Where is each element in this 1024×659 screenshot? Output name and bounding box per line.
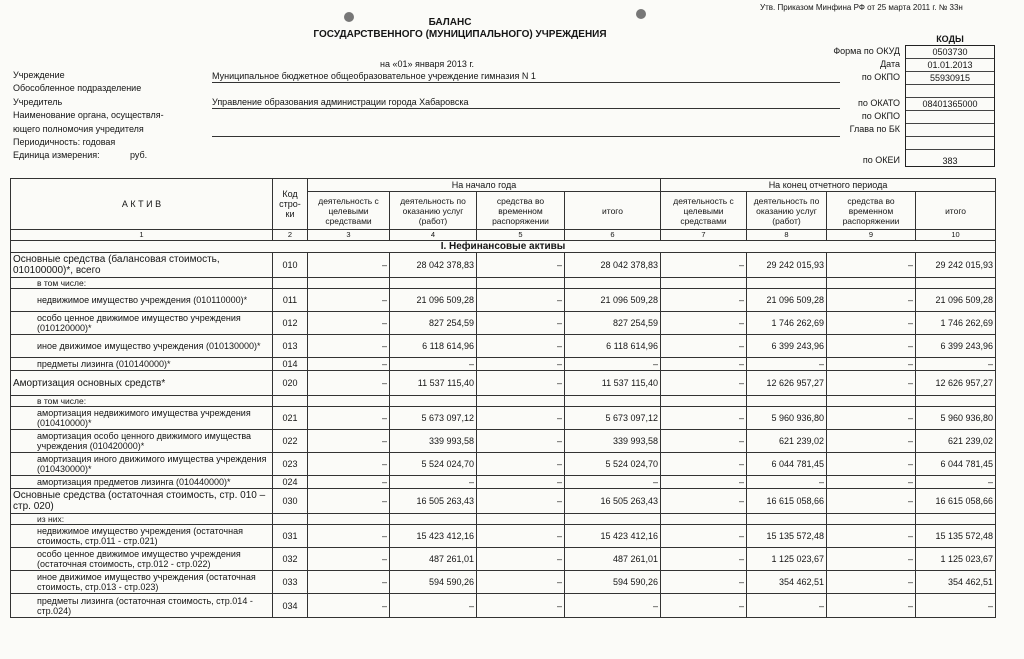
cell-value <box>747 278 827 289</box>
row-name: амортизация особо ценного движимого имущества учреждения (010420000)* <box>11 430 273 453</box>
row-name: особо ценное движимое имущество учреждения (остаточная стоимость, стр.012 - стр.022) <box>11 548 273 571</box>
report-date-line: на «01» января 2013 г. <box>380 59 475 69</box>
underline <box>212 108 840 109</box>
section-title: I. Нефинансовые активы <box>11 241 996 253</box>
row-name: иное движимое имущество учреждения (остаточная стоимость, стр.013 - стр.023) <box>11 571 273 594</box>
table-row <box>11 407 996 430</box>
cell-value: – <box>308 289 390 312</box>
cell-value: – <box>565 594 661 618</box>
cell-value: – <box>827 358 916 371</box>
column-header: средства во временном распоряжении <box>827 192 916 230</box>
cell-value: – <box>827 312 916 335</box>
cell-value: 12 626 957,27 <box>747 371 827 396</box>
cell-value <box>308 278 390 289</box>
cell-value: – <box>827 253 916 278</box>
authority-label-line2: ющего полномочия учредителя <box>13 124 144 134</box>
cell-value: – <box>827 476 916 489</box>
cell-value: 621 239,02 <box>747 430 827 453</box>
cell-value: – <box>827 371 916 396</box>
cell-value: – <box>661 312 747 335</box>
balance-table <box>10 178 996 618</box>
cell-value: – <box>661 289 747 312</box>
cell-value: – <box>827 453 916 476</box>
cell-value: – <box>827 335 916 358</box>
table-row <box>11 594 996 618</box>
cell-value: 16 505 263,43 <box>565 489 661 514</box>
cell-value: – <box>477 430 565 453</box>
cell-value <box>827 278 916 289</box>
cell-value <box>308 396 390 407</box>
cell-value: – <box>565 476 661 489</box>
column-header: деятельность по оказанию услуг (работ) <box>390 192 477 230</box>
row-code: 010 <box>273 253 308 278</box>
cell-value <box>390 278 477 289</box>
cell-value: 6 399 243,96 <box>747 335 827 358</box>
row-name: Амортизация основных средств* <box>11 371 273 396</box>
code-value <box>906 111 994 124</box>
row-code: 022 <box>273 430 308 453</box>
row-name: в том числе: <box>11 278 273 289</box>
row-code: 013 <box>273 335 308 358</box>
table-row <box>11 571 996 594</box>
document-subtitle: ГОСУДАРСТВЕННОГО (МУНИЦИПАЛЬНОГО) УЧРЕЖДЕНИЯ <box>313 29 607 40</box>
row-code <box>273 278 308 289</box>
cell-value: – <box>827 430 916 453</box>
cell-value: – <box>308 407 390 430</box>
row-code: 021 <box>273 407 308 430</box>
table-row <box>11 358 996 371</box>
cell-value: – <box>747 358 827 371</box>
cell-value: – <box>661 358 747 371</box>
row-name: особо ценное движимое имущество учреждения (010120000)* <box>11 312 273 335</box>
cell-value <box>827 396 916 407</box>
table-row <box>11 525 996 548</box>
row-name: амортизация недвижимого имущества учреждения (010410000)* <box>11 407 273 430</box>
cell-value: – <box>827 594 916 618</box>
cell-value: 12 626 957,27 <box>916 371 996 396</box>
cell-value: – <box>390 594 477 618</box>
row-code: 024 <box>273 476 308 489</box>
cell-value: 16 505 263,43 <box>390 489 477 514</box>
row-code <box>273 514 308 525</box>
row-code: 033 <box>273 571 308 594</box>
cell-value: – <box>308 489 390 514</box>
row-name: Основные средства (балансовая стоимость, 010100000)*, всего <box>11 253 273 278</box>
cell-value: 21 096 509,28 <box>747 289 827 312</box>
cell-value: 29 242 015,93 <box>747 253 827 278</box>
row-code: 030 <box>273 489 308 514</box>
cell-value: – <box>661 594 747 618</box>
cell-value: 5 960 936,80 <box>916 407 996 430</box>
cell-value: 21 096 509,28 <box>565 289 661 312</box>
cell-value: 5 673 097,12 <box>390 407 477 430</box>
cell-value: – <box>661 476 747 489</box>
founder-name: Управление образования администрации города Хабаровска <box>212 97 469 107</box>
cell-value: 11 537 115,40 <box>390 371 477 396</box>
founder-label: Учредитель <box>13 97 63 107</box>
cell-value: 28 042 378,83 <box>390 253 477 278</box>
cell-value: 1 746 262,69 <box>747 312 827 335</box>
cell-value: – <box>308 571 390 594</box>
cell-value <box>916 396 996 407</box>
cell-value <box>747 514 827 525</box>
cell-value: – <box>390 476 477 489</box>
cell-value: – <box>747 476 827 489</box>
cell-value: – <box>308 476 390 489</box>
table-row <box>11 430 996 453</box>
cell-value: – <box>827 289 916 312</box>
cell-value: – <box>308 312 390 335</box>
cell-value: 16 615 058,66 <box>916 489 996 514</box>
cell-value: 29 242 015,93 <box>916 253 996 278</box>
cell-value <box>565 278 661 289</box>
column-index: 4 <box>390 230 477 241</box>
column-index: 1 <box>11 230 273 241</box>
code-label: по ОКЕИ <box>862 155 900 165</box>
table-row <box>11 371 996 396</box>
cell-value: 21 096 509,28 <box>916 289 996 312</box>
cell-value <box>916 514 996 525</box>
code-label: по ОКПО <box>861 111 900 121</box>
code-label: Глава по БК <box>849 124 900 134</box>
cell-value: – <box>747 594 827 618</box>
cell-value: 6 044 781,45 <box>916 453 996 476</box>
cell-value <box>390 514 477 525</box>
document-title: БАЛАНС <box>428 17 472 28</box>
cell-value: 6 399 243,96 <box>916 335 996 358</box>
cell-value: 5 524 024,70 <box>390 453 477 476</box>
cell-value: – <box>477 253 565 278</box>
cell-value: 6 044 781,45 <box>747 453 827 476</box>
column-index: 10 <box>916 230 996 241</box>
cell-value: 339 993,58 <box>390 430 477 453</box>
code-label: по ОКПО <box>861 72 900 82</box>
cell-value: – <box>661 453 747 476</box>
table-row <box>11 289 996 312</box>
row-name: из них: <box>11 514 273 525</box>
cell-value: – <box>308 335 390 358</box>
row-name: предметы лизинга (010140000)* <box>11 358 273 371</box>
cell-value: 28 042 378,83 <box>565 253 661 278</box>
cell-value <box>477 396 565 407</box>
column-header: деятельность с целевыми средствами <box>661 192 747 230</box>
table-row <box>11 548 996 571</box>
cell-value: 339 993,58 <box>565 430 661 453</box>
row-name: иное движимое имущество учреждения (010130000)* <box>11 335 273 358</box>
cell-value: – <box>661 489 747 514</box>
code-label: Дата <box>880 59 900 69</box>
cell-value: – <box>661 407 747 430</box>
row-code: 011 <box>273 289 308 312</box>
cell-value: 1 125 023,67 <box>747 548 827 571</box>
institution-label: Учреждение <box>13 70 65 80</box>
start-of-year-header: На начало года <box>308 179 661 192</box>
code-value: 55930915 <box>906 72 994 85</box>
row-code-header: Код стро-ки <box>273 179 308 230</box>
cell-value: 354 462,51 <box>916 571 996 594</box>
cell-value <box>565 514 661 525</box>
row-name: недвижимое имущество учреждения (010110000)* <box>11 289 273 312</box>
cell-value: – <box>827 571 916 594</box>
cell-value: – <box>477 571 565 594</box>
cell-value: 6 118 614,96 <box>390 335 477 358</box>
cell-value: 354 462,51 <box>747 571 827 594</box>
subdivision-label: Обособленное подразделение <box>13 83 142 93</box>
cell-value <box>661 396 747 407</box>
cell-value: – <box>477 358 565 371</box>
cell-value: – <box>308 453 390 476</box>
cell-value: – <box>308 371 390 396</box>
cell-value <box>390 396 477 407</box>
codes-box <box>905 45 995 167</box>
cell-value: 1 125 023,67 <box>916 548 996 571</box>
table-row <box>11 514 996 525</box>
row-name: амортизация иного движимого имущества учреждения (010430000)* <box>11 453 273 476</box>
column-index: 7 <box>661 230 747 241</box>
table-row <box>11 453 996 476</box>
cell-value: – <box>661 525 747 548</box>
cell-value: – <box>661 430 747 453</box>
cell-value: 21 096 509,28 <box>390 289 477 312</box>
authority-label-line1: Наименование органа, осуществля- <box>13 110 164 120</box>
column-header: итого <box>916 192 996 230</box>
cell-value: – <box>477 548 565 571</box>
cell-value: – <box>916 358 996 371</box>
column-index: 3 <box>308 230 390 241</box>
cell-value: 15 135 572,48 <box>916 525 996 548</box>
row-code: 034 <box>273 594 308 618</box>
cell-value: – <box>308 525 390 548</box>
cell-value: – <box>308 430 390 453</box>
cell-value: 16 615 058,66 <box>747 489 827 514</box>
cell-value: – <box>308 358 390 371</box>
row-code: 020 <box>273 371 308 396</box>
row-name: недвижимое имущество учреждения (остаточная стоимость, стр.011 - стр.021) <box>11 525 273 548</box>
row-name: амортизация предметов лизинга (010440000)* <box>11 476 273 489</box>
cell-value <box>661 278 747 289</box>
cell-value: – <box>565 358 661 371</box>
cell-value: – <box>477 594 565 618</box>
cell-value: 15 423 412,16 <box>390 525 477 548</box>
cell-value: 827 254,59 <box>565 312 661 335</box>
underline <box>212 136 840 137</box>
cell-value: – <box>661 371 747 396</box>
column-index: 5 <box>477 230 565 241</box>
cell-value: – <box>477 312 565 335</box>
cell-value: – <box>916 476 996 489</box>
cell-value: 5 673 097,12 <box>565 407 661 430</box>
cell-value: 594 590,26 <box>390 571 477 594</box>
cell-value <box>308 514 390 525</box>
code-value <box>906 85 994 98</box>
cell-value: – <box>477 476 565 489</box>
cell-value <box>477 514 565 525</box>
cell-value: – <box>661 571 747 594</box>
cell-value: – <box>661 253 747 278</box>
cell-value: – <box>477 525 565 548</box>
column-index: 2 <box>273 230 308 241</box>
codes-title: КОДЫ <box>936 34 964 44</box>
table-row <box>11 489 996 514</box>
cell-value <box>477 278 565 289</box>
table-row <box>11 312 996 335</box>
row-name: предметы лизинга (остаточная стоимость, стр.014 - стр.024) <box>11 594 273 618</box>
cell-value: 15 135 572,48 <box>747 525 827 548</box>
institution-name: Муниципальное бюджетное общеобразовательное учреждение гимназия N 1 <box>212 71 536 81</box>
asset-header: А К Т И В <box>11 179 273 230</box>
cell-value: – <box>477 289 565 312</box>
column-index: 9 <box>827 230 916 241</box>
cell-value: – <box>477 453 565 476</box>
cell-value: – <box>827 407 916 430</box>
cell-value: – <box>308 253 390 278</box>
cell-value <box>565 396 661 407</box>
cell-value: – <box>477 489 565 514</box>
row-name: в том числе: <box>11 396 273 407</box>
row-code: 012 <box>273 312 308 335</box>
cell-value: – <box>477 335 565 358</box>
cell-value: 15 423 412,16 <box>565 525 661 548</box>
cell-value: – <box>308 548 390 571</box>
table-row <box>11 253 996 278</box>
code-value: 08401365000 <box>906 98 994 111</box>
code-value <box>906 137 994 150</box>
column-header: деятельность по оказанию услуг (работ) <box>747 192 827 230</box>
cell-value: 621 239,02 <box>916 430 996 453</box>
code-value: 0503730 <box>906 46 994 59</box>
approval-note: Утв. Приказом Минфина РФ от 25 марта 2011 г. № 33н <box>760 3 963 12</box>
cell-value: 5 960 936,80 <box>747 407 827 430</box>
column-header: итого <box>565 192 661 230</box>
end-of-period-header: На конец отчетного периода <box>661 179 996 192</box>
cell-value: – <box>827 548 916 571</box>
cell-value: – <box>477 371 565 396</box>
table-row <box>11 335 996 358</box>
cell-value <box>827 514 916 525</box>
code-label: Форма по ОКУД <box>833 46 900 56</box>
cell-value: – <box>661 335 747 358</box>
row-code: 031 <box>273 525 308 548</box>
cell-value: 5 524 024,70 <box>565 453 661 476</box>
cell-value <box>916 278 996 289</box>
cell-value: – <box>827 525 916 548</box>
row-code: 014 <box>273 358 308 371</box>
unit-label: Единица измерения: <box>13 150 100 160</box>
row-code: 023 <box>273 453 308 476</box>
code-value <box>906 124 994 137</box>
unit-value: руб. <box>130 150 148 160</box>
cell-value: 594 590,26 <box>565 571 661 594</box>
column-index: 6 <box>565 230 661 241</box>
underline <box>212 82 840 83</box>
table-row <box>11 278 996 289</box>
periodicity-label: Периодичность: годовая <box>13 137 116 147</box>
cell-value: 6 118 614,96 <box>565 335 661 358</box>
column-header: средства во временном распоряжении <box>477 192 565 230</box>
cell-value <box>661 514 747 525</box>
cell-value: 11 537 115,40 <box>565 371 661 396</box>
cell-value: – <box>827 489 916 514</box>
cell-value: – <box>390 358 477 371</box>
cell-value: – <box>916 594 996 618</box>
column-index: 8 <box>747 230 827 241</box>
cell-value: 827 254,59 <box>390 312 477 335</box>
row-code <box>273 396 308 407</box>
cell-value <box>747 396 827 407</box>
cell-value: – <box>661 548 747 571</box>
table-row <box>11 476 996 489</box>
cell-value: 1 746 262,69 <box>916 312 996 335</box>
cell-value: – <box>477 407 565 430</box>
code-value: 01.01.2013 <box>906 59 994 72</box>
cell-value: 487 261,01 <box>565 548 661 571</box>
row-name: Основные средства (остаточная стоимость, стр. 010 – стр. 020) <box>11 489 273 514</box>
column-header: деятельность с целевыми средствами <box>308 192 390 230</box>
cell-value: 487 261,01 <box>390 548 477 571</box>
code-value: 383 <box>942 156 958 166</box>
code-label: по ОКАТО <box>857 98 900 108</box>
row-code: 032 <box>273 548 308 571</box>
table-row <box>11 396 996 407</box>
cell-value: – <box>308 594 390 618</box>
